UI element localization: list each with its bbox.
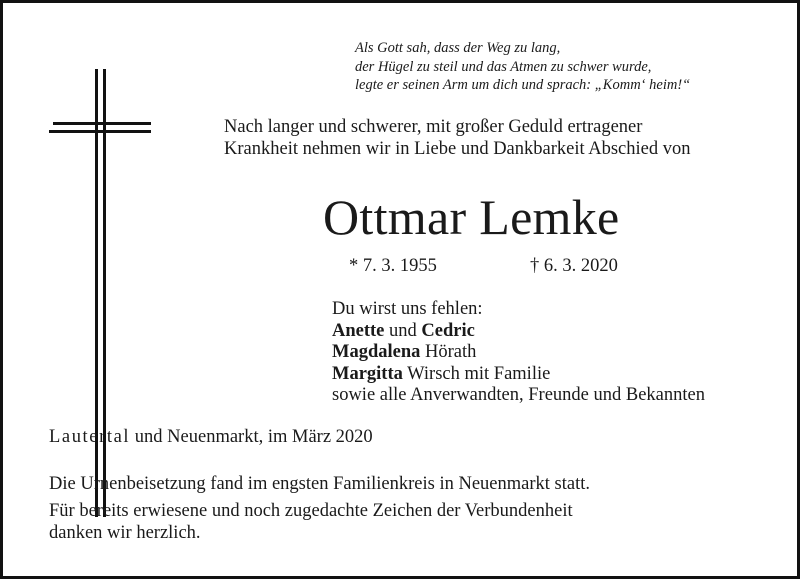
mourner-surname: Hörath (420, 342, 477, 362)
mourner-name: Anette (332, 320, 385, 341)
birth-date: * 7. 3. 1955 (349, 256, 437, 276)
intro-line: Krankheit nehmen wir in Liebe und Dankbarkeit Abschied von (224, 139, 691, 159)
poem-line: der Hügel zu steil und das Atmen zu schwer wurde, (355, 58, 652, 75)
cross-icon (49, 69, 155, 517)
poem-quote (355, 39, 690, 95)
mourner-row (332, 364, 705, 386)
deceased-name: Ottmar Lemke (323, 189, 620, 245)
place-town: Lautertal (49, 427, 131, 447)
thanks-line: Für bereits erwiesene und noch zugedachte Zeichen der Verbundenheit (49, 501, 573, 521)
mourners-list (332, 299, 705, 407)
mourner-name: Margitta (332, 363, 403, 384)
mourner-row (332, 342, 705, 364)
mourner-surname: Wirsch mit Familie (402, 363, 551, 384)
mourner-row: sowie alle Anverwandten, Freunde und Bekannten (332, 385, 705, 405)
mourner-row (332, 321, 705, 343)
place-date (49, 426, 373, 448)
place-rest: und Neuenmarkt, im März 2020 (130, 427, 373, 447)
death-date: † 6. 3. 2020 (530, 256, 618, 276)
mourner-name: Cedric (421, 320, 475, 341)
intro-text (224, 116, 690, 160)
poem-line: Als Gott sah, dass der Weg zu lang, (355, 40, 561, 56)
mourners-heading: Du wirst uns fehlen: (332, 299, 483, 319)
mourner-conjunction: und (384, 320, 422, 341)
intro-line: Nach langer und schwerer, mit großer Geduld ertragener (224, 117, 643, 137)
thanks-line: danken wir herzlich. (49, 522, 201, 543)
burial-note: Die Urnenbeisetzung fand im engsten Familienkreis in Neuenmarkt statt. (49, 474, 590, 494)
poem-line: legte er seinen Arm um dich und sprach: „Komm‘ heim!“ (355, 77, 691, 93)
mourner-name: Magdalena (332, 342, 421, 362)
thanks-note (49, 501, 573, 544)
